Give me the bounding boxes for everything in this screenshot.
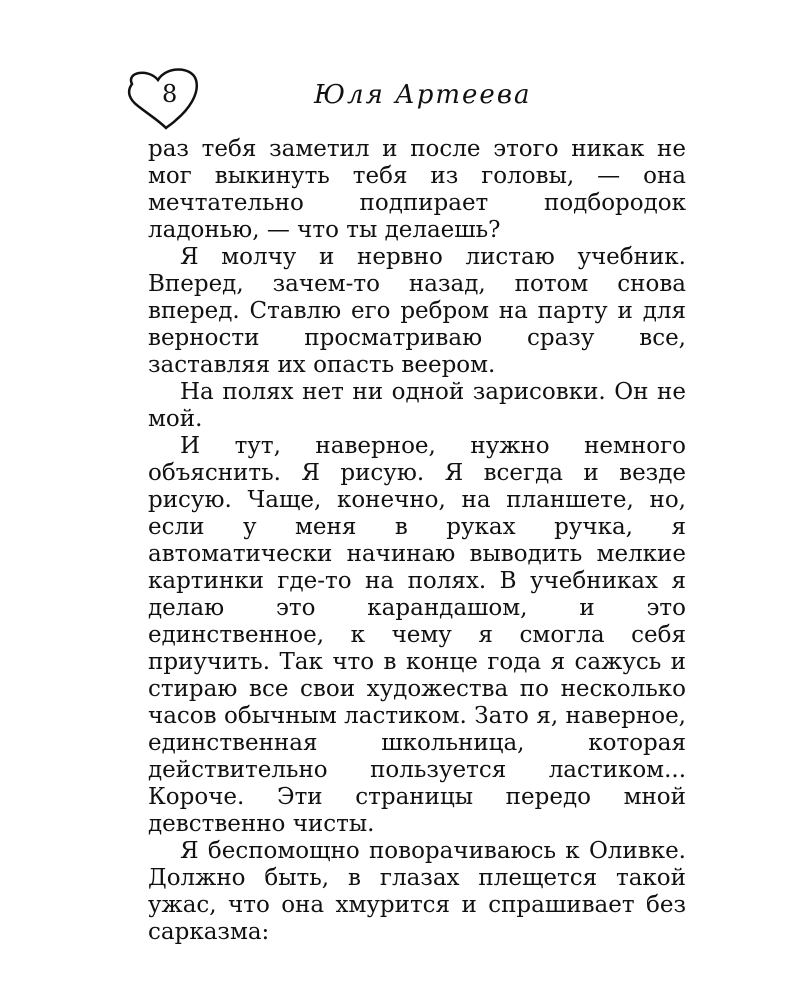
paragraph-5: Я беспомощно поворачиваюсь к Оливке. Должно быть, в глазах плещется такой ужас, что она хмурится и спрашивает без сарказма: xyxy=(148,838,686,945)
paragraph-3: На полях нет ни одной зарисовки. Он не мой. xyxy=(148,379,686,432)
book-text xyxy=(148,136,686,946)
paragraph-1: раз тебя заметил и после этого никак не мог выкинуть тебя из головы, — она мечтательно подпирает подбородок ладонью, — что ты делаешь? xyxy=(148,136,686,243)
page-header xyxy=(118,62,688,132)
author-name: Юля Артеева xyxy=(314,80,532,110)
paragraph-2: Я молчу и нервно листаю учебник. Вперед, зачем-то назад, потом снова вперед. Ставлю его ребром на парту и для верности просматриваю сразу все, заставляя их опасть веером. xyxy=(148,244,686,378)
paragraph-4: И тут, наверное, нужно немного объяснить. Я рисую. Я всегда и везде рисую. Чаще, конечно, на планшете, но, если у меня в руках ручка, я автоматически начинаю выводить мелкие картинки где-то на полях. В учебниках я делаю это карандашом, и это единственное, к чему я смогла себя приучить. Так что в конце года я сажусь и стираю все свои художества по несколько часов обычным ластиком. Зато я, наверное, единственная школьница, которая действительно пользуется ластиком... Короче. Эти страницы передо мной девственно чисты. xyxy=(148,433,686,837)
page-number: 8 xyxy=(162,80,178,108)
